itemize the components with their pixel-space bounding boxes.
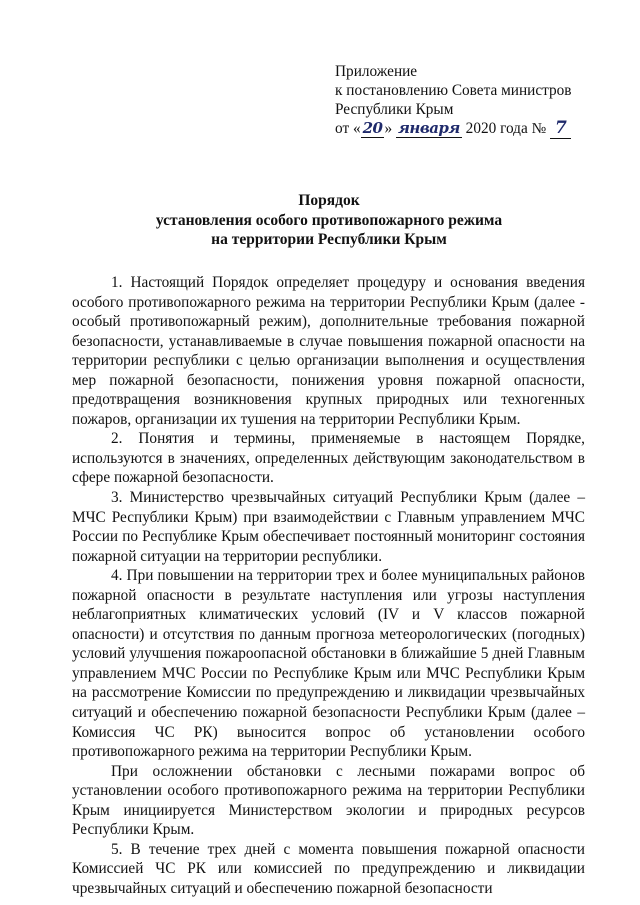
document-body (72, 273, 585, 899)
date-mid: » (384, 120, 396, 137)
paragraph-4-continuation: При осложнении обстановки с лесными пожарами вопрос об установлении особого противопожарного режима на территории Республики Крым инициируется Министерством экологии и природных ресурсов Республики Крым. (72, 762, 585, 839)
handwritten-day: 20 (362, 119, 383, 137)
appendix-resolution-line: к постановлению Совета министров (335, 82, 572, 99)
handwritten-month: января (397, 119, 460, 137)
appendix-date-line (335, 119, 572, 138)
appendix-republic-line: Республики Крым (335, 101, 454, 118)
paragraph-5: 5. В течение трех дней с момента повышения пожарной опасности Комиссией ЧС РК или комиссией по предупреждению и ликвидации чрезвычайных ситуаций и обеспечению пожарной безопасности (72, 840, 585, 897)
document-title (40, 191, 618, 250)
title-line-2: установления особого противопожарного режима (155, 211, 503, 229)
title-line-1: Порядок (298, 192, 360, 209)
paragraph-4: 4. При повышении на территории трех и более муниципальных районов пожарной опасности в результате наступления или угрозы наступления неблагоприятных климатических условий (IV и V классов пожарной опасности) и отсутствия по данным прогноза метеорологических (погодных) условий улучшения пожароопасной обстановки в ближайшие 5 дней Главным управлением МЧС России по Республике Крым или МЧС Республики Крым на рассмотрение Комиссии по предупреждению и ликвидации чрезвычайных ситуаций и обеспечению пожарной безопасности Республики Крым (далее – Комиссия ЧС РК) выносится вопрос об установлении особого противопожарного режима на территории Республики Крым. (72, 567, 585, 761)
paragraph-1: 1. Настоящий Порядок определяет процедуру и основания введения особого противопожарного режима на территории Республики Крым (далее - особый противопожарный режим), дополнительные требования пожарной безопасности, устанавливаемые в случае повышения пожарной опасности на территории республики с целью организации выполнения и осуществления мер пожарной безопасности, понижения уровня пожарной опасности, предотвращения возникновения крупных природных или техногенных пожаров, организации их тушения на территории Республики Крым. (72, 274, 585, 428)
date-year: 2020 года № (461, 120, 551, 137)
paragraph-2: 2. Понятия и термины, применяемые в настоящем Порядке, используются в значениях, определенных действующим законодательством в сфере пожарной безопасности. (72, 430, 585, 487)
paragraph-3: 3. Министерство чрезвычайных ситуаций Республики Крым (далее – МЧС Республики Крым) при взаимодействии с Главным управлением МЧС России по Республике Крым обеспечивает постоянный мониторинг состояния пожарной ситуации на территории республики. (72, 489, 585, 565)
handwritten-number: 7 (550, 118, 571, 139)
title-line-3: на территории Республики Крым (211, 231, 447, 248)
appendix-block (335, 62, 572, 138)
date-prefix: от « (335, 120, 361, 137)
appendix-heading: Приложение (335, 63, 418, 80)
